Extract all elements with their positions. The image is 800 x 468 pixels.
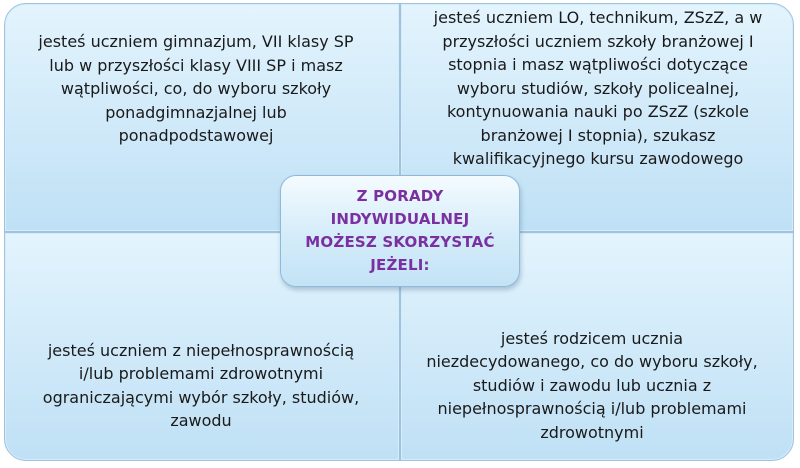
panel-bottom-left-text: jesteś uczniem z niepełnosprawnością i/lub problemami zdrowotnymi ograniczającymi wybór szkoły, studiów, zawodu	[42, 340, 360, 430]
panel-top-right-text: jesteś uczniem LO, technikum, ZSzZ, a w przyszłości uczniem szkoły branżowej I stopnia i masz wątpliwości dotyczące wyboru studiów, szkoły policealnej, kontynuowania nauki po ZSzZ (szkole branżowej I stopnia), szukasz kwalifikacyjnego kursu zawodowego	[433, 8, 763, 168]
panel-top-left-text: jesteś uczniem gimnazjum, VII klasy SP lub w przyszłości klasy VIII SP i masz wątpliwości, co, do wyboru szkoły ponadgimnazjalnej lub ponadpodstawowej	[38, 32, 354, 145]
panel-bottom-right-text: jesteś rodzicem ucznia niezdecydowanego, co do wyboru szkoły, studiów i zawodu lub ucznia z niepełnosprawnością i/lub problemami zdrowotnymi	[426, 328, 758, 442]
center-heading-box	[280, 175, 520, 287]
center-heading-text: Z PORADY INDYWIDUALNEJ MOŻESZ SKORZYSTAĆ JEŻELI:	[305, 187, 495, 274]
